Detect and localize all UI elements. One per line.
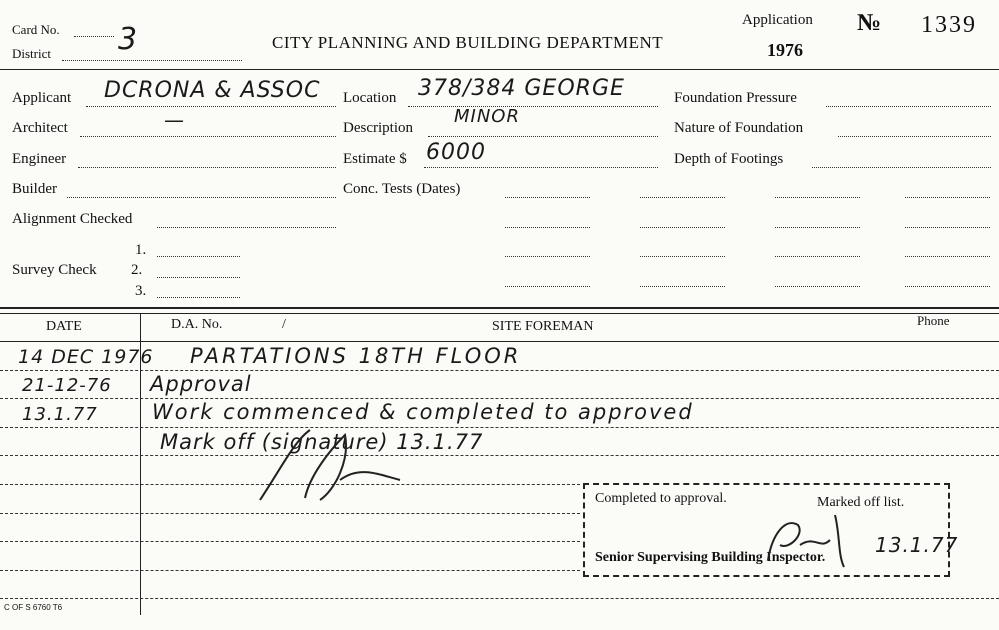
log-header-da-no: D.A. No. [171, 317, 223, 332]
conc-line [905, 197, 990, 198]
log-header-slash: / [282, 317, 286, 332]
stamp-inspector: Senior Supervising Building Inspector. [595, 550, 826, 565]
signature-scribble [250, 420, 420, 505]
applicant-line [86, 106, 336, 107]
foundation-pressure-line [826, 106, 991, 107]
log-line [0, 398, 999, 399]
nature-foundation-label: Nature of Foundation [674, 120, 804, 136]
architect-line [80, 136, 336, 137]
conc-line [505, 256, 590, 257]
conc-line [505, 286, 590, 287]
alignment-label: Alignment Checked [12, 211, 133, 227]
estimate-line [424, 167, 658, 168]
number-symbol: № [857, 10, 882, 36]
alignment-line [157, 227, 336, 228]
log-line [0, 541, 580, 542]
builder-label: Builder [12, 181, 57, 197]
location-line [408, 106, 658, 107]
description-value: MINOR [454, 106, 520, 127]
conc-line [640, 256, 725, 257]
log-header-site-foreman: SITE FOREMAN [492, 319, 594, 334]
conc-line [640, 286, 725, 287]
conc-line [640, 197, 725, 198]
log-date-3: 13.1.77 [22, 404, 98, 425]
inspector-signature [760, 505, 870, 570]
log-entry-1: PARTATIONS 18TH FLOOR [190, 344, 522, 368]
nature-foundation-line [838, 136, 991, 137]
log-line [0, 370, 999, 371]
applicant-value: DCRONA & ASSOC [104, 78, 321, 103]
conc-line [775, 197, 860, 198]
district-value: 3 [118, 22, 139, 57]
survey-num-1: 1. [135, 242, 147, 258]
conc-line [905, 256, 990, 257]
survey-line-1 [157, 256, 240, 257]
survey-label: Survey Check [12, 262, 97, 278]
section-rule-top [0, 307, 999, 309]
conc-line [775, 286, 860, 287]
log-line [0, 598, 999, 599]
log-entry-3: Work commenced & completed to approved [152, 400, 694, 424]
stamp-signature-date: 13.1.77 [875, 533, 959, 557]
engineer-label: Engineer [12, 151, 67, 167]
application-label: Application [742, 12, 813, 28]
stamp-completed: Completed to approval. [595, 491, 727, 506]
architect-label: Architect [12, 120, 68, 136]
approval-stamp [583, 483, 959, 577]
log-header-date: DATE [46, 319, 82, 334]
depth-footings-line [812, 167, 991, 168]
survey-num-3: 3. [135, 283, 147, 299]
log-line [0, 427, 999, 428]
log-entry-4: Mark off (signature) 13.1.77 [160, 430, 484, 454]
survey-num-2: 2. [131, 262, 143, 278]
depth-footings-label: Depth of Footings [674, 151, 784, 167]
log-date-2: 21-12-76 [22, 375, 112, 396]
builder-line [67, 197, 336, 198]
card-no-line [74, 36, 114, 37]
description-label: Description [343, 120, 413, 136]
header-rule [0, 69, 999, 70]
log-header-phone: Phone [917, 313, 950, 328]
conc-line [775, 227, 860, 228]
location-label: Location [343, 90, 397, 106]
stamp-marked-off: Marked off list. [817, 495, 905, 510]
log-header-rule [0, 341, 999, 342]
foundation-pressure-label: Foundation Pressure [674, 90, 797, 106]
card-no-label: Card No. [12, 22, 60, 37]
conc-line [905, 227, 990, 228]
architect-value: — [164, 108, 185, 132]
form-code: C OF S 6760 T6 [4, 603, 63, 612]
department-title: CITY PLANNING AND BUILDING DEPARTMENT [272, 33, 664, 52]
log-line [0, 570, 580, 571]
application-year: 1976 [767, 40, 803, 60]
survey-line-2 [157, 277, 240, 278]
district-label: District [12, 46, 51, 61]
conc-line [640, 227, 725, 228]
log-line [0, 455, 999, 456]
estimate-label: Estimate $ [343, 151, 407, 167]
conc-tests-label: Conc. Tests (Dates) [343, 181, 461, 197]
description-line [428, 136, 658, 137]
location-value: 378/384 GEORGE [418, 76, 625, 101]
section-rule-bottom [0, 313, 999, 314]
conc-line [505, 197, 590, 198]
survey-line-3 [157, 297, 240, 298]
log-line [0, 513, 580, 514]
district-line [62, 60, 242, 61]
engineer-line [78, 167, 336, 168]
applicant-label: Applicant [12, 90, 72, 106]
application-number: 1339 [921, 12, 977, 38]
log-entry-2: Approval [150, 372, 252, 396]
conc-line [505, 227, 590, 228]
conc-line [905, 286, 990, 287]
conc-line [775, 256, 860, 257]
log-date-1: 14 DEC 1976 [18, 346, 154, 368]
estimate-value: 6000 [426, 140, 486, 165]
